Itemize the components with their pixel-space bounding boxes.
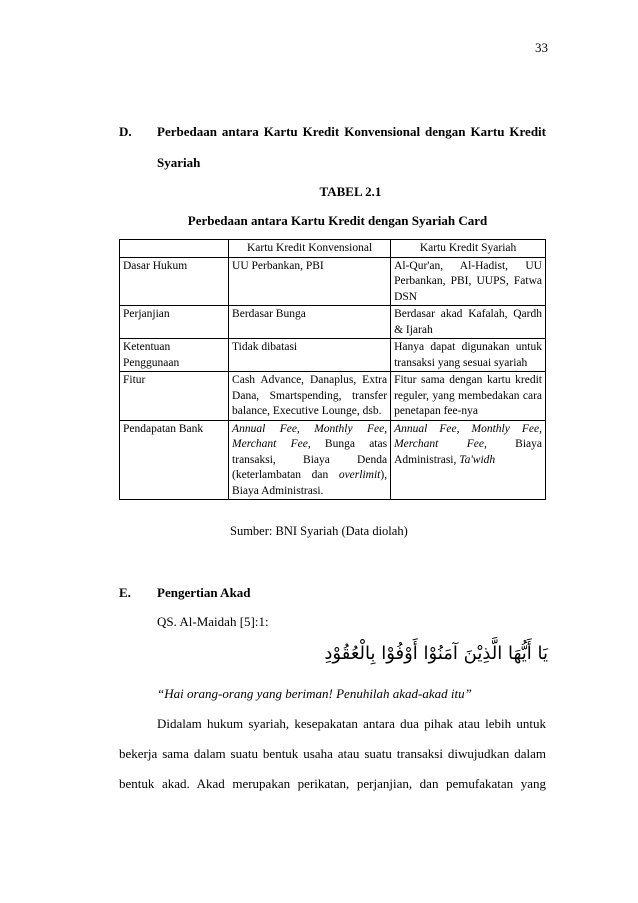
table-row — [120, 339, 546, 372]
table-source: Sumber: BNI Syariah (Data diolah) — [230, 524, 408, 538]
italic-term: Ta'widh — [459, 453, 496, 466]
section-e-letter: E. — [119, 585, 131, 600]
table-cell: Dasar Hukum — [120, 257, 229, 306]
italic-fee-terms: Annual Fee, Monthly Fee, Merchant Fee — [232, 422, 388, 450]
table-header-cell — [120, 240, 229, 258]
table-cell: UU Perbankan, PBI — [229, 257, 391, 306]
table-cell: Tidak dibatasi — [229, 339, 391, 372]
table-caption: Perbedaan antara Kartu Kredit dengan Syariah Card — [187, 213, 488, 228]
section-d-letter: D. — [119, 124, 132, 139]
cell-text: , Bunga atas transaksi, Biaya Denda (keterlambatan dan — [232, 438, 388, 481]
paragraph-line: bentuk akad. Akad merupakan perikatan, perjanjian, dan pemufakatan yang — [119, 776, 546, 791]
italic-fee-terms: Annual Fee, Monthly Fee, Merchant Fee — [394, 422, 542, 450]
table-cell — [391, 420, 546, 500]
table-header-cell: Kartu Kredit Syariah — [391, 240, 546, 258]
table-cell: Berdasar Bunga — [229, 306, 391, 339]
table-cell: Fitur sama dengan kartu kredit reguler, yang membedakan cara penetapan fee-nya — [391, 372, 546, 421]
table-header-cell: Kartu Kredit Konvensional — [229, 240, 391, 258]
table-header-row — [120, 240, 546, 258]
table-cell: Perjanjian — [120, 306, 229, 339]
cell-text: , Biaya Administrasi, — [394, 438, 543, 466]
table-cell — [229, 420, 391, 500]
cell-text: ), Biaya Administrasi. — [232, 469, 388, 497]
table-cell: Pendapatan Bank — [120, 420, 229, 500]
verse-translation: “Hai orang-orang yang beriman! Penuhilah akad-akad itu” — [157, 686, 472, 701]
table-label: TABEL 2.1 — [319, 184, 382, 199]
arabic-verse: يَا أَيُّهَا الَّذِيْنَ آمَنُوْا أَوْفُوْا بِالْعُقُوْدِ — [324, 643, 548, 664]
table-cell: Hanya dapat digunakan untuk transaksi yang sesuai syariah — [391, 339, 546, 372]
table-cell: Fitur — [120, 372, 229, 421]
italic-term: overlimit — [338, 469, 381, 481]
table-row — [120, 257, 546, 306]
section-d-title-line2: Syariah — [157, 155, 201, 170]
table-cell: Al-Qur'an, Al-Hadist, UU Perbankan, PBI, UUPS, Fatwa DSN — [391, 257, 546, 306]
comparison-table — [119, 239, 546, 500]
table-row — [120, 306, 546, 339]
quran-reference: QS. Al-Maidah [5]:1: — [157, 614, 269, 629]
table-cell: Ketentuan Penggunaan — [120, 339, 229, 372]
section-e-title: Pengertian Akad — [157, 585, 251, 600]
paragraph-line: Didalam hukum syariah, kesepakatan antara dua pihak atau lebih untuk — [157, 716, 546, 731]
paragraph-line: bekerja sama dalam suatu bentuk usaha atau suatu transaksi diwujudkan dalam — [119, 746, 546, 761]
table-row — [120, 420, 546, 500]
page-number: 33 — [535, 40, 548, 55]
section-d-title-line1: Perbedaan antara Kartu Kredit Konvensional dengan Kartu Kredit — [157, 124, 546, 139]
table-cell: Cash Advance, Danaplus, Extra Dana, Smartspending, transfer balance, Executive Lounge, dsb. — [229, 372, 391, 421]
table-row — [120, 372, 546, 421]
table-cell: Berdasar akad Kafalah, Qardh & Ijarah — [391, 306, 546, 339]
